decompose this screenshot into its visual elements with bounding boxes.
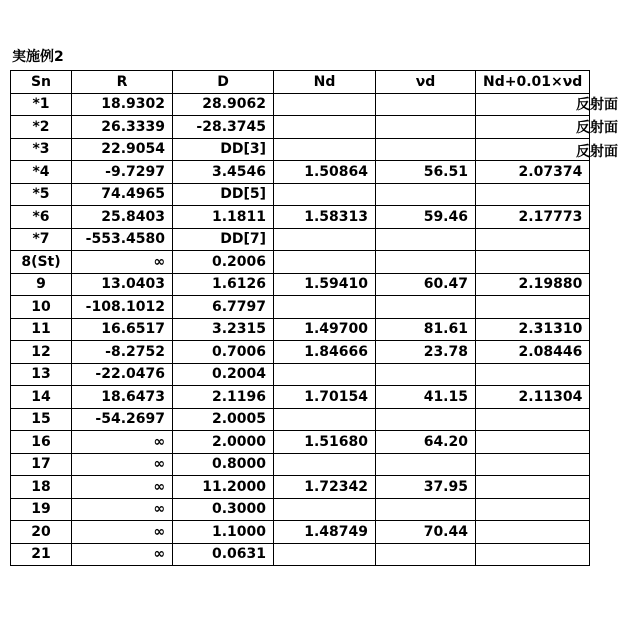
cell-refractive-index [274,228,376,251]
cell-surface-number: 17 [11,453,72,476]
cell-abbe-number [376,363,476,386]
cell-refractive-index [274,543,376,566]
cell-surface-number: 8(St) [11,251,72,274]
header-sn: Sn [11,71,72,94]
cell-refractive-index: 1.59410 [274,273,376,296]
cell-abbe-number [376,93,476,116]
cell-radius: 25.8403 [72,206,173,229]
cell-nd-plus-vd: 2.31310 [476,318,590,341]
cell-distance: 2.0000 [173,431,274,454]
cell-radius: -9.7297 [72,161,173,184]
cell-abbe-number: 70.44 [376,521,476,544]
cell-radius: 74.4965 [72,183,173,206]
cell-distance: 0.8000 [173,453,274,476]
cell-refractive-index [274,183,376,206]
table-row [11,543,590,566]
cell-radius: -108.1012 [72,296,173,319]
table-row [11,138,590,161]
cell-distance: 28.9062 [173,93,274,116]
cell-distance: 0.2004 [173,363,274,386]
cell-abbe-number [376,138,476,161]
cell-distance: 0.2006 [173,251,274,274]
cell-refractive-index [274,363,376,386]
cell-abbe-number [376,408,476,431]
cell-radius: ∞ [72,543,173,566]
cell-surface-number: 18 [11,476,72,499]
cell-abbe-number [376,251,476,274]
cell-nd-plus-vd [476,453,590,476]
cell-nd-plus-vd [476,363,590,386]
lens-data-table [10,70,590,566]
cell-refractive-index [274,498,376,521]
cell-radius: ∞ [72,251,173,274]
cell-surface-number: *7 [11,228,72,251]
cell-nd-plus-vd [476,93,590,116]
table-row [11,296,590,319]
cell-radius: -54.2697 [72,408,173,431]
header-r: R [72,71,173,94]
cell-radius: ∞ [72,476,173,499]
cell-surface-number: *2 [11,116,72,139]
table-row [11,341,590,364]
cell-radius: -553.4580 [72,228,173,251]
cell-surface-number: 20 [11,521,72,544]
table-row [11,431,590,454]
cell-distance: 0.0631 [173,543,274,566]
cell-radius: 22.9054 [72,138,173,161]
table-row [11,93,590,116]
cell-surface-number: 21 [11,543,72,566]
cell-refractive-index [274,296,376,319]
cell-refractive-index: 1.58313 [274,206,376,229]
cell-refractive-index: 1.49700 [274,318,376,341]
cell-distance: DD[7] [173,228,274,251]
cell-distance: 1.1000 [173,521,274,544]
cell-radius: 26.3339 [72,116,173,139]
reflective-surface-note: 反射面 [576,143,618,161]
header-nd-plus-vd: Nd+0.01×νd [476,71,590,94]
cell-surface-number: *4 [11,161,72,184]
cell-distance: 0.3000 [173,498,274,521]
cell-refractive-index [274,93,376,116]
cell-radius: ∞ [72,498,173,521]
table-row [11,251,590,274]
table-row [11,521,590,544]
cell-nd-plus-vd [476,116,590,139]
cell-radius: -8.2752 [72,341,173,364]
cell-abbe-number: 23.78 [376,341,476,364]
cell-abbe-number: 37.95 [376,476,476,499]
cell-nd-plus-vd [476,476,590,499]
cell-refractive-index: 1.70154 [274,386,376,409]
cell-nd-plus-vd [476,183,590,206]
cell-nd-plus-vd: 2.11304 [476,386,590,409]
cell-radius: 18.6473 [72,386,173,409]
cell-abbe-number: 64.20 [376,431,476,454]
table-row [11,228,590,251]
cell-refractive-index: 1.48749 [274,521,376,544]
cell-surface-number: 9 [11,273,72,296]
cell-abbe-number [376,543,476,566]
cell-radius: ∞ [72,521,173,544]
cell-abbe-number [376,453,476,476]
cell-nd-plus-vd: 2.07374 [476,161,590,184]
table-row [11,318,590,341]
document-title: 実施例2 [12,48,64,66]
cell-nd-plus-vd [476,543,590,566]
cell-surface-number: *6 [11,206,72,229]
cell-refractive-index [274,453,376,476]
cell-radius: -22.0476 [72,363,173,386]
cell-surface-number: 10 [11,296,72,319]
table-row [11,363,590,386]
table-row [11,408,590,431]
cell-nd-plus-vd [476,296,590,319]
cell-distance: 1.6126 [173,273,274,296]
cell-nd-plus-vd [476,408,590,431]
cell-distance: DD[3] [173,138,274,161]
cell-abbe-number: 60.47 [376,273,476,296]
cell-surface-number: 16 [11,431,72,454]
table-row [11,206,590,229]
cell-abbe-number: 59.46 [376,206,476,229]
table-row [11,273,590,296]
cell-radius: ∞ [72,453,173,476]
cell-abbe-number: 56.51 [376,161,476,184]
header-vd: νd [376,71,476,94]
table-row [11,453,590,476]
cell-distance: DD[5] [173,183,274,206]
cell-abbe-number: 81.61 [376,318,476,341]
cell-surface-number: *1 [11,93,72,116]
cell-refractive-index [274,251,376,274]
cell-abbe-number [376,116,476,139]
cell-abbe-number [376,183,476,206]
cell-distance: 3.2315 [173,318,274,341]
cell-refractive-index [274,408,376,431]
reflective-surface-note: 反射面 [576,119,618,137]
cell-surface-number: 12 [11,341,72,364]
table-header-row [11,71,590,94]
cell-nd-plus-vd [476,138,590,161]
cell-distance: 2.0005 [173,408,274,431]
cell-distance: 1.1811 [173,206,274,229]
table-row [11,386,590,409]
cell-surface-number: 19 [11,498,72,521]
table-row [11,161,590,184]
table-row [11,498,590,521]
cell-abbe-number [376,498,476,521]
cell-nd-plus-vd: 2.17773 [476,206,590,229]
header-nd: Nd [274,71,376,94]
cell-nd-plus-vd [476,251,590,274]
cell-nd-plus-vd [476,228,590,251]
cell-distance: 3.4546 [173,161,274,184]
cell-nd-plus-vd [476,498,590,521]
cell-distance: 6.7797 [173,296,274,319]
cell-distance: 2.1196 [173,386,274,409]
cell-refractive-index: 1.72342 [274,476,376,499]
cell-abbe-number: 41.15 [376,386,476,409]
cell-nd-plus-vd [476,431,590,454]
header-d: D [173,71,274,94]
cell-radius: ∞ [72,431,173,454]
cell-surface-number: 15 [11,408,72,431]
cell-radius: 16.6517 [72,318,173,341]
cell-abbe-number [376,228,476,251]
cell-surface-number: *5 [11,183,72,206]
cell-refractive-index: 1.51680 [274,431,376,454]
table-row [11,116,590,139]
cell-refractive-index [274,138,376,161]
cell-nd-plus-vd: 2.19880 [476,273,590,296]
cell-surface-number: *3 [11,138,72,161]
reflective-surface-note: 反射面 [576,96,618,114]
cell-nd-plus-vd [476,521,590,544]
cell-radius: 18.9302 [72,93,173,116]
cell-refractive-index: 1.50864 [274,161,376,184]
cell-surface-number: 13 [11,363,72,386]
cell-radius: 13.0403 [72,273,173,296]
cell-nd-plus-vd: 2.08446 [476,341,590,364]
cell-surface-number: 11 [11,318,72,341]
cell-surface-number: 14 [11,386,72,409]
cell-distance: 11.2000 [173,476,274,499]
table-row [11,183,590,206]
cell-distance: -28.3745 [173,116,274,139]
cell-distance: 0.7006 [173,341,274,364]
table-row [11,476,590,499]
cell-refractive-index [274,116,376,139]
cell-abbe-number [376,296,476,319]
cell-refractive-index: 1.84666 [274,341,376,364]
